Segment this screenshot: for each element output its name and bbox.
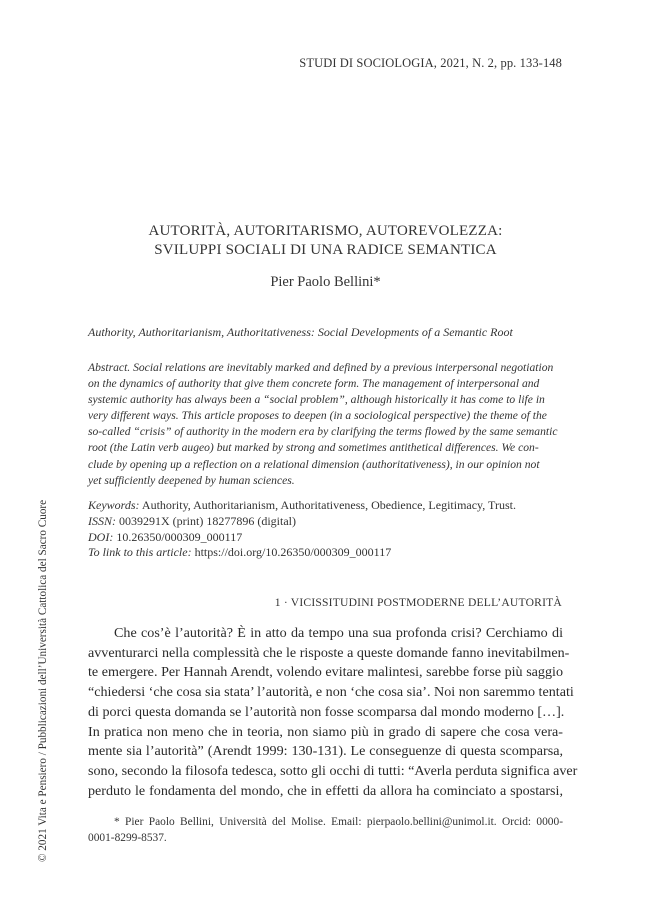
- footnote-line: * Pier Paolo Bellini, Università del Molise. Email: pierpaolo.bellini@unimol.it. Orcid: 0000-: [114, 816, 563, 828]
- body-line: “chiedersi ‘che cosa sia stata’ l’autorità, e non ‘che cosa sia’. Noi non saremmo tentati: [88, 684, 574, 701]
- keywords-label: Keywords:: [88, 498, 140, 512]
- doi-row: [88, 530, 563, 546]
- body-line: di porci questa domanda se l’autorità non fosse scomparsa dal mondo moderno […].: [88, 703, 565, 720]
- keywords-row: [88, 498, 563, 514]
- body-line: Che cos’è l’autorità? È in atto da tempo una sua profonda crisi? Cerchiamo di: [114, 625, 563, 641]
- article-link[interactable]: https://doi.org/10.26350/000309_000117: [194, 545, 392, 560]
- abstract: [88, 360, 563, 489]
- abstract-line: systemic authority has always been a “social problem”, although historically it has come to life in: [88, 393, 545, 407]
- article-link-row: [88, 545, 563, 561]
- body-line: avventurarci nella complessità che le risposte a queste domande fanno inevitabilmen-: [88, 644, 570, 661]
- abstract-line: yet sufficiently deepened by human sciences.: [88, 473, 295, 487]
- copyright-side-credit: © 2021 Vita e Pensiero / Pubblicazioni dell’Università Cattolica del Sacro Cuore: [37, 499, 49, 862]
- body-paragraph: [88, 624, 578, 801]
- doi-label: DOI:: [88, 529, 114, 544]
- body-line: sono, secondo la filosofa tedesca, sotto gli occhi di tutti: “Averla perduta significa aver: [88, 762, 578, 779]
- section-heading: 1 · VICISSITUDINI POSTMODERNE DELL’AUTORITÀ: [274, 596, 562, 609]
- body-line: mente sia l’autorità” (Arendt 1999: 130-131). Le conseguenze di questa scomparsa,: [88, 743, 563, 760]
- abstract-line: so-called “crisis” of authority in the modern era by clarifying the terms flowed by the same semantic: [88, 425, 558, 439]
- body-line: te emergere. Per Hannah Arendt, volendo evitare malintesi, sarebbe forse più saggio: [88, 664, 563, 681]
- english-title: Authority, Authoritarianism, Authoritativeness: Social Developments of a Semantic Root: [88, 325, 513, 339]
- doi-value: 10.26350/000309_000117: [116, 529, 243, 544]
- running-head: STUDI DI SOCIOLOGIA, 2021, N. 2, pp. 133-148: [299, 56, 562, 70]
- abstract-line: clude by opening up a reflection on a relational dimension (authoritativeness), in our opinion not: [88, 457, 540, 471]
- abstract-line: Abstract. Social relations are inevitably marked and defined by a previous interpersonal negotiation: [88, 361, 554, 374]
- article-link-label: To link to this article:: [88, 545, 192, 560]
- abstract-line: very different ways. This article proposes to deepen (in a sociological perspective) the theme of the: [88, 409, 547, 423]
- body-line: In pratica non meno che in teoria, non siamo più in grado di sapere che cosa vera-: [88, 723, 563, 740]
- issn-value: 0039291X (print) 18277896 (digital): [119, 513, 296, 528]
- footnote-line: 0001-8299-8537.: [88, 832, 167, 844]
- article-title-line-1: AUTORITÀ, AUTORITARISMO, AUTOREVOLEZZA:: [148, 223, 503, 239]
- article-title: [88, 222, 563, 260]
- article-title-line-2: SVILUPPI SOCIALI DI UNA RADICE SEMANTICA: [154, 242, 497, 258]
- issn-row: [88, 514, 563, 530]
- abstract-line: on the dynamics of authority that give them concrete form. The management of interpersonal and: [88, 377, 540, 391]
- body-line: perduto le fondamenta del mondo, che in effetti da allora ha cominciato a spostarsi,: [88, 782, 563, 799]
- issn-label: ISSN:: [88, 513, 116, 528]
- article-metadata: [88, 498, 563, 561]
- abstract-line: root (the Latin verb augeo) but marked by strong and sometimes antithetical differences. We con-: [88, 441, 539, 455]
- author-footnote: [88, 814, 563, 846]
- author-name: Pier Paolo Bellini*: [270, 274, 381, 290]
- keywords-value: Authority, Authoritarianism, Authoritativeness, Obedience, Legitimacy, Trust.: [141, 498, 516, 512]
